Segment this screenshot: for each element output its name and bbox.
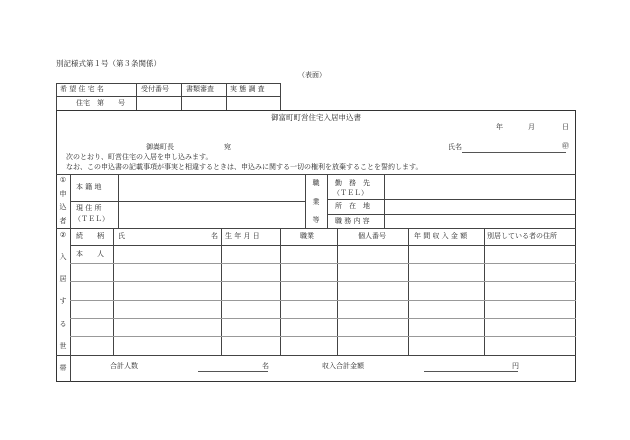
date-year: 年 <box>496 123 503 131</box>
workplace-tel-label: （ＴＥＬ） <box>333 189 368 197</box>
seal-mark: ㊞ <box>562 142 569 150</box>
self-relation-label: 本 人 <box>76 250 104 258</box>
location-label: 所 在 地 <box>335 202 370 210</box>
applicant-name-label: 氏名 <box>448 143 462 151</box>
applicant-name-field[interactable] <box>462 152 566 153</box>
total-people-field[interactable] <box>198 371 268 372</box>
household-row[interactable] <box>71 337 575 354</box>
house-number-label: 住宅 第 号 <box>76 99 125 107</box>
col-separate-address-header: 別居している者の住所 <box>487 232 557 240</box>
side-label: （表面） <box>298 71 326 79</box>
col-personal-number-header: 個人番号 <box>358 232 386 240</box>
current-address-field[interactable] <box>120 203 302 226</box>
reception-number-label: 受付番号 <box>141 85 169 93</box>
household-section-label: ② 入 居 す る 世 帯 <box>59 231 67 372</box>
desired-housing-label: 希 望 住 宅 名 <box>60 85 104 93</box>
yen-unit: 円 <box>512 362 519 370</box>
col-name-header-b: 名 <box>211 232 218 240</box>
form-title: 御富町町営住宅入居申込書 <box>271 113 361 122</box>
honseki-label: 本 籍 地 <box>76 183 102 191</box>
statement-line-2: なお、この申込書の記載事項が事実と相違するときは、申込みに関する一切の権利を放棄することを誓約します。 <box>66 163 423 171</box>
col-relation-header: 続 柄 <box>76 232 104 240</box>
survey-label: 実 態 調 査 <box>230 85 265 93</box>
addressee-suffix: 宛 <box>224 143 231 151</box>
honseki-field[interactable] <box>120 176 302 199</box>
people-unit: 名 <box>262 362 269 370</box>
workplace-label: 勤 務 先 <box>335 179 370 187</box>
household-row[interactable] <box>114 246 575 262</box>
occupation-section-label: 職 業 等 <box>312 179 320 224</box>
total-income-label: 収入合計金額 <box>322 362 364 370</box>
household-row[interactable] <box>71 301 575 317</box>
statement-line-1: 次のとおり、町営住宅の入居を申し込みます。 <box>66 153 213 161</box>
current-address-label: 現 住 所 <box>76 204 102 212</box>
date-day: 日 <box>562 123 569 131</box>
household-row[interactable] <box>71 319 575 335</box>
applicant-section-label: ① 申 込 者 <box>59 176 67 225</box>
addressee: 御嵩町長 <box>146 143 174 151</box>
col-income-header: 年 間 収 入 金 額 <box>414 232 468 240</box>
col-name-header-a: 氏 <box>118 232 125 240</box>
date-month: 月 <box>528 123 535 131</box>
document-review-label: 書類審査 <box>186 85 214 93</box>
current-address-tel-label: （ＴＥＬ） <box>74 215 109 223</box>
total-people-label: 合計人数 <box>110 362 138 370</box>
form-reference: 別記様式第１号（第３条関係） <box>56 59 161 68</box>
household-row[interactable] <box>71 282 575 299</box>
total-income-field[interactable] <box>424 371 518 372</box>
job-content-label: 職 務 内 容 <box>335 217 370 225</box>
col-occupation-header: 職業 <box>300 232 314 240</box>
col-birthdate-header: 生 年 月 日 <box>225 232 260 240</box>
household-row[interactable] <box>71 264 575 280</box>
